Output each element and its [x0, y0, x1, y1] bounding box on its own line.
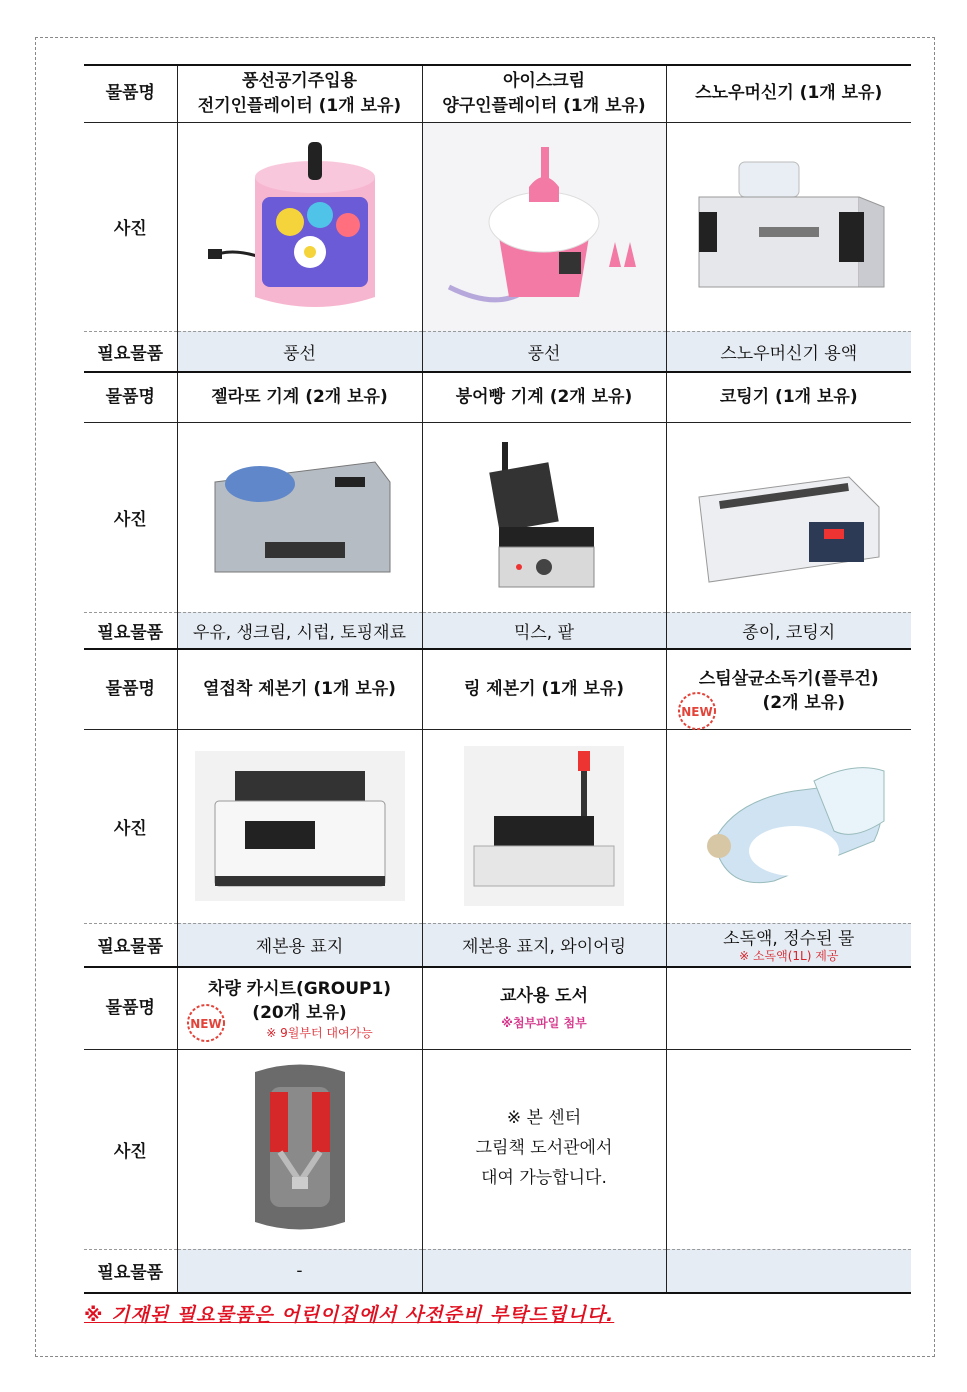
- needed-label: 필요물품: [84, 923, 177, 967]
- new-badge-icon: [186, 1003, 226, 1043]
- item-name: 스노우머신기 (1개 보유): [666, 65, 911, 122]
- needed-items: 제본용 표지, 와이어링: [422, 923, 666, 967]
- fish-bread-machine-icon: [422, 422, 666, 612]
- needed-items: 우유, 생크림, 시럽, 토핑재료: [177, 612, 422, 649]
- table-row: [84, 65, 911, 122]
- thermal-binder-icon: [177, 729, 422, 923]
- table-row: [84, 122, 911, 331]
- needed-items: 풍선: [177, 331, 422, 372]
- name-note: ※첨부파일 첨부: [501, 1015, 587, 1030]
- car-seat-icon: [177, 1049, 422, 1249]
- photo-label: 사진: [84, 729, 177, 923]
- balloon-inflator-icon: [177, 122, 422, 331]
- table-row: [84, 729, 911, 923]
- table-row: [84, 612, 911, 649]
- new-badge-icon: [677, 691, 717, 731]
- item-label: 물품명: [84, 967, 177, 1049]
- table-row: [84, 372, 911, 422]
- table-row: [84, 967, 911, 1049]
- svg-text:NEW: NEW: [189, 1016, 222, 1031]
- table-row: [84, 331, 911, 372]
- table-row: [84, 923, 911, 967]
- needed-items: 종이, 코팅지: [666, 612, 911, 649]
- laminator-icon: [666, 422, 911, 612]
- icecream-inflator-icon: [422, 122, 666, 331]
- needed-items: 믹스, 팥: [422, 612, 666, 649]
- library-notice: ※ 본 센터 그림책 도서관에서 대여 가능합니다.: [422, 1049, 666, 1249]
- needed-label: 필요물품: [84, 1249, 177, 1293]
- needed-items: -: [177, 1249, 422, 1293]
- needed-items: 풍선: [422, 331, 666, 372]
- item-name: 스팀살균소독기(플루건) (2개 보유) NEW: [666, 649, 911, 729]
- photo-label: 사진: [84, 422, 177, 612]
- item-name: 젤라또 기계 (2개 보유): [177, 372, 422, 422]
- gelato-machine-icon: [177, 422, 422, 612]
- needed-items: 제본용 표지: [177, 923, 422, 967]
- needed-label: 필요물품: [84, 612, 177, 649]
- needed-items: 소독액, 정수된 물 ※ 소독액(1L) 제공: [666, 923, 911, 967]
- needed-label: 필요물품: [84, 331, 177, 372]
- ring-binder-icon: [422, 729, 666, 923]
- item-name: 교사용 도서 ※첨부파일 첨부: [422, 967, 666, 1049]
- table-row: [84, 1249, 911, 1293]
- item-name: [666, 967, 911, 1049]
- photo-label: 사진: [84, 1049, 177, 1249]
- empty-cell: [666, 1049, 911, 1249]
- steam-sterilizer-icon: [666, 729, 911, 923]
- needed-items: [666, 1249, 911, 1293]
- footer-note: ※ 기재된 필요물품은 어린이집에서 사전준비 부탁드립니다.: [84, 1304, 615, 1326]
- item-name: 링 제본기 (1개 보유): [422, 649, 666, 729]
- item-name: 열접착 제본기 (1개 보유): [177, 649, 422, 729]
- item-label: 물품명: [84, 649, 177, 729]
- photo-label: 사진: [84, 122, 177, 331]
- item-name: 코팅기 (1개 보유): [666, 372, 911, 422]
- item-name: 아이스크림 양구인플레이터 (1개 보유): [422, 65, 666, 122]
- item-name: 붕어빵 기계 (2개 보유): [422, 372, 666, 422]
- name-note: ※ 9월부터 대여가능: [266, 1026, 373, 1041]
- snow-machine-icon: [666, 122, 911, 331]
- needed-items: [422, 1249, 666, 1293]
- item-label: 물품명: [84, 65, 177, 122]
- item-name: 차량 카시트(GROUP1) (20개 보유) ※ 9월부터 대여가능 NEW: [177, 967, 422, 1049]
- svg-text:NEW: NEW: [680, 704, 713, 719]
- item-name: 풍선공기주입용 전기인플레이터 (1개 보유): [177, 65, 422, 122]
- table-row: [84, 1049, 911, 1249]
- table-row: [84, 649, 911, 729]
- equipment-table: [84, 64, 911, 1294]
- needed-note: ※ 소독액(1L) 제공: [739, 949, 839, 964]
- table-row: [84, 422, 911, 612]
- item-label: 물품명: [84, 372, 177, 422]
- needed-items: 스노우머신기 용액: [666, 331, 911, 372]
